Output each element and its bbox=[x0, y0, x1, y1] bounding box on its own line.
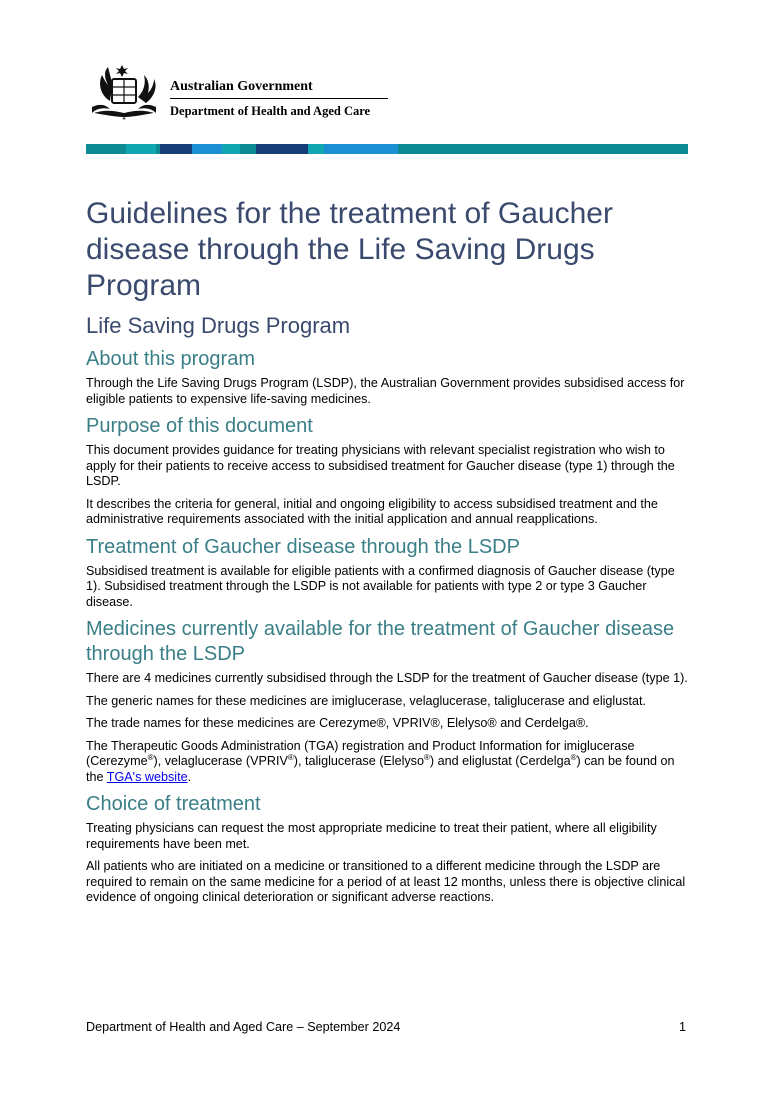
text-run: The Therapeutic Goods Administration (TGA) registration and Product Information for imiglucerase (Cerezyme bbox=[86, 738, 635, 768]
logo-divider bbox=[170, 98, 388, 99]
paragraph: This document provides guidance for treating physicians with relevant specialist registration who wish to apply for their patients to receive access to subsidised treatment for Gaucher disease (type 1) through the LSDP. bbox=[86, 443, 675, 488]
government-logo bbox=[86, 63, 396, 123]
section-heading-purpose: Purpose of this document bbox=[86, 415, 313, 437]
stripe-segment bbox=[192, 144, 222, 154]
section-heading-choice: Choice of treatment bbox=[86, 793, 261, 815]
section-heading-treatment: Treatment of Gaucher disease through the LSDP bbox=[86, 535, 520, 558]
stripe-segment bbox=[308, 144, 324, 154]
paragraph: It describes the criteria for general, initial and ongoing eligibility to access subsidised treatment and the administrative requirements associated with the initial application and annual reapplications. bbox=[86, 496, 658, 526]
paragraph-tga bbox=[86, 739, 690, 786]
stripe-segment bbox=[86, 144, 126, 154]
header-stripe bbox=[86, 144, 688, 154]
page-footer bbox=[86, 1020, 686, 1034]
paragraph: The generic names for these medicines are imiglucerase, velaglucerase, taliglucerase and eliglustat. bbox=[86, 693, 647, 708]
registered-mark: ® bbox=[423, 752, 430, 762]
registered-mark: ® bbox=[147, 752, 154, 762]
stripe-segment bbox=[160, 144, 192, 154]
svg-text:☘: ☘ bbox=[122, 116, 126, 121]
text-run: ), velaglucerase (VPRIV bbox=[153, 754, 288, 768]
paragraph: Subsidised treatment is available for eligible patients with a confirmed diagnosis of Gaucher disease (type 1). Subsidised treatment through the LSDP is not available for patients with type 2 or type 3 Gaucher disease. bbox=[86, 563, 675, 609]
text-run: ), taliglucerase (Elelyso bbox=[293, 754, 424, 768]
tga-website-link[interactable]: TGA's website bbox=[106, 769, 188, 784]
text-run: ) can be found on the bbox=[86, 754, 675, 784]
text-run: . bbox=[187, 769, 192, 784]
government-name: Australian Government bbox=[170, 79, 313, 94]
document-body bbox=[86, 196, 690, 909]
document-subtitle: Life Saving Drugs Program bbox=[86, 313, 351, 338]
stripe-segment bbox=[240, 144, 256, 154]
stripe-segment bbox=[222, 144, 240, 154]
paragraph: There are 4 medicines currently subsidised through the LSDP for the treatment of Gaucher disease (type 1). bbox=[86, 671, 688, 685]
registered-mark: ® bbox=[287, 752, 294, 762]
stripe-segment bbox=[398, 144, 688, 154]
department-name: Department of Health and Aged Care bbox=[170, 104, 371, 118]
section-heading-medicines: Medicines currently available for the treatment of Gaucher disease through the LSDP bbox=[86, 618, 675, 665]
footer-text: Department of Health and Aged Care – September 2024 bbox=[86, 1020, 401, 1034]
stripe-segment bbox=[256, 144, 308, 154]
paragraph: The trade names for these medicines are Cerezyme®, VPRIV®, Elelyso® and Cerdelga®. bbox=[86, 716, 589, 730]
section-heading-about: About this program bbox=[86, 348, 255, 370]
stripe-segment bbox=[324, 144, 398, 154]
registered-mark: ® bbox=[570, 752, 577, 762]
coat-of-arms-icon bbox=[86, 63, 162, 121]
text-run: ) and eliglustat (Cerdelga bbox=[429, 754, 571, 768]
paragraph: All patients who are initiated on a medicine or transitioned to a different medicine through the LSDP are required to remain on the same medicine for a period of at least 12 months, unless there is objective clinical evidence of ongoing clinical deterioration or significant adverse reactions. bbox=[86, 859, 686, 904]
document-title: Guidelines for the treatment of Gaucher disease through the Life Saving Drugs Program bbox=[86, 197, 613, 302]
stripe-segment bbox=[126, 144, 156, 154]
paragraph: Treating physicians can request the most appropriate medicine to treat their patient, where all eligibility requirements have been met. bbox=[86, 821, 657, 851]
page-number: 1 bbox=[678, 1020, 686, 1034]
paragraph: Through the Life Saving Drugs Program (LSDP), the Australian Government provides subsidised access for eligible patients to expensive life-saving medicines. bbox=[86, 376, 685, 406]
